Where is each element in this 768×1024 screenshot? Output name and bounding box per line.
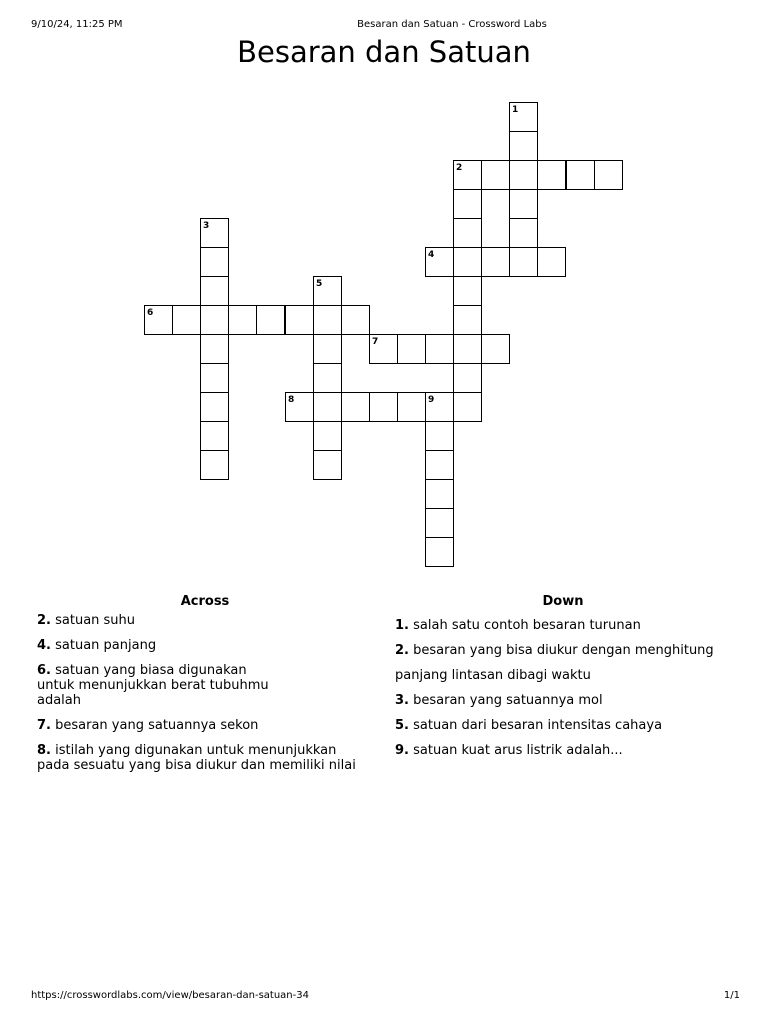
crossword-cell[interactable]	[313, 276, 342, 306]
print-doc-title: Besaran dan Satuan - Crossword Labs	[357, 19, 547, 30]
clue-number-label: 5	[316, 279, 323, 289]
crossword-cell[interactable]	[172, 305, 201, 335]
crossword-cell[interactable]	[341, 392, 370, 422]
crossword-cell[interactable]	[453, 160, 482, 190]
crossword-cell[interactable]	[425, 508, 454, 538]
crossword-cell[interactable]	[537, 247, 566, 277]
clue-number-label: 3	[203, 221, 210, 231]
crossword-cell[interactable]	[369, 392, 398, 422]
crossword-cell[interactable]	[313, 421, 342, 451]
clue-number-label: 9	[428, 395, 435, 405]
crossword-cell[interactable]	[425, 421, 454, 451]
page-url: https://crosswordlabs.com/view/besaran-dan-satuan-34	[31, 990, 309, 1001]
crossword-cell[interactable]	[453, 305, 482, 335]
crossword-cell[interactable]	[200, 247, 229, 277]
across-clue-6: 6. satuan yang biasa digunakan untuk menunjukkan berat tubuhmu adalah	[37, 663, 269, 708]
crossword-cell[interactable]	[509, 189, 538, 219]
down-clue-1: 1. salah satu contoh besaran turunan	[395, 618, 641, 633]
crossword-cell[interactable]	[481, 334, 510, 364]
crossword-cell[interactable]	[481, 247, 510, 277]
crossword-cell[interactable]	[425, 334, 454, 364]
crossword-cell[interactable]	[313, 392, 342, 422]
down-heading: Down	[542, 594, 584, 609]
clue-number-label: 7	[372, 337, 379, 347]
crossword-cell[interactable]	[200, 334, 229, 364]
across-heading: Across	[180, 594, 230, 609]
print-datetime: 9/10/24, 11:25 PM	[31, 19, 123, 30]
across-clue-7: 7. besaran yang satuannya sekon	[37, 718, 259, 733]
crossword-cell[interactable]	[341, 305, 370, 335]
clue-number-label: 1	[512, 105, 519, 115]
crossword-cell[interactable]	[509, 160, 538, 190]
crossword-cell[interactable]	[425, 537, 454, 567]
crossword-cell[interactable]	[397, 392, 426, 422]
clue-number-label: 8	[288, 395, 295, 405]
crossword-cell[interactable]	[200, 363, 229, 393]
crossword-cell[interactable]	[509, 131, 538, 161]
crossword-cell[interactable]	[453, 218, 482, 248]
crossword-cell[interactable]	[594, 160, 623, 190]
crossword-cell[interactable]	[425, 479, 454, 509]
page-number: 1/1	[723, 990, 740, 1001]
crossword-cell[interactable]	[256, 305, 285, 335]
crossword-cell[interactable]	[397, 334, 426, 364]
crossword-cell[interactable]	[313, 305, 342, 335]
crossword-cell[interactable]	[453, 334, 482, 364]
crossword-cell[interactable]	[481, 160, 510, 190]
across-clues	[37, 594, 367, 783]
crossword-cell[interactable]	[200, 450, 229, 480]
crossword-cell[interactable]	[453, 392, 482, 422]
crossword-cell[interactable]	[285, 305, 314, 335]
clue-number-label: 6	[147, 308, 154, 318]
crossword-cell[interactable]	[313, 363, 342, 393]
down-clue-2: 2. besaran yang bisa diukur dengan menghitung panjang lintasan dibagi waktu	[395, 643, 714, 683]
crossword-cell[interactable]	[566, 160, 595, 190]
clue-number-label: 4	[428, 250, 435, 260]
down-clues	[395, 594, 735, 763]
crossword-cell[interactable]	[537, 160, 566, 190]
crossword-cell[interactable]	[313, 334, 342, 364]
crossword-cell[interactable]	[313, 450, 342, 480]
crossword-cell[interactable]	[200, 276, 229, 306]
crossword-cell[interactable]	[509, 218, 538, 248]
crossword-cell[interactable]	[369, 334, 398, 364]
page-title: Besaran dan Satuan	[237, 35, 531, 69]
crossword-cell[interactable]	[453, 247, 482, 277]
across-clue-8: 8. istilah yang digunakan untuk menunjukkan pada sesuatu yang bisa diukur dan memiliki nilai	[37, 743, 356, 773]
crossword-cell[interactable]	[200, 421, 229, 451]
crossword-cell[interactable]	[200, 305, 229, 335]
crossword-cell[interactable]	[453, 189, 482, 219]
crossword-cell[interactable]	[509, 247, 538, 277]
crossword-cell[interactable]	[453, 363, 482, 393]
down-clue-5: 5. satuan dari besaran intensitas cahaya	[395, 718, 663, 733]
down-clue-9: 9. satuan kuat arus listrik adalah...	[395, 743, 623, 758]
crossword-cell[interactable]	[144, 305, 173, 335]
crossword-cell[interactable]	[285, 392, 314, 422]
crossword-cell[interactable]	[425, 392, 454, 422]
crossword-cell[interactable]	[453, 276, 482, 306]
clue-number-label: 2	[456, 163, 463, 173]
across-clue-2: 2. satuan suhu	[37, 613, 136, 628]
crossword-cell[interactable]	[509, 102, 538, 132]
across-clue-4: 4. satuan panjang	[37, 638, 157, 653]
crossword-cell[interactable]	[200, 218, 229, 248]
crossword-cell[interactable]	[228, 305, 257, 335]
down-clue-3: 3. besaran yang satuannya mol	[395, 693, 603, 708]
crossword-cell[interactable]	[425, 450, 454, 480]
crossword-cell[interactable]	[425, 247, 454, 277]
crossword-cell[interactable]	[200, 392, 229, 422]
